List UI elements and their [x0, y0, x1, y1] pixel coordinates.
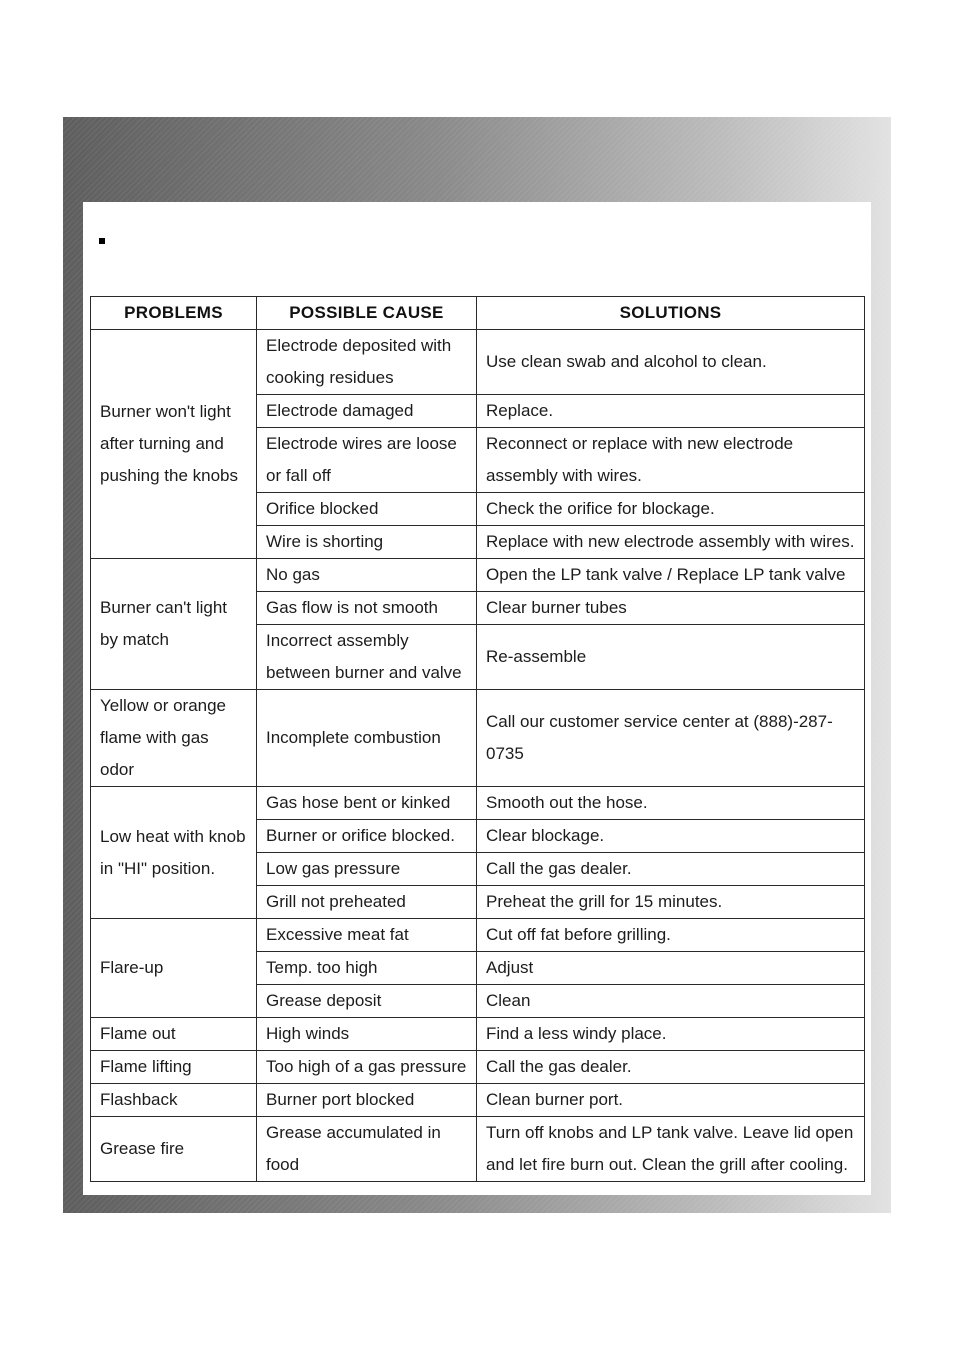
- table-row: [91, 919, 865, 952]
- cause-cell: Electrode wires are loose or fall off: [257, 428, 477, 493]
- solution-cell: Adjust: [477, 952, 865, 985]
- cause-cell: Incomplete combustion: [257, 690, 477, 787]
- cause-cell: High winds: [257, 1018, 477, 1051]
- solution-cell: Clear blockage.: [477, 820, 865, 853]
- table-row: [91, 1084, 865, 1117]
- solution-cell: Use clean swab and alcohol to clean.: [477, 330, 865, 395]
- problem-cell: Low heat with knob in "HI" position.: [91, 787, 257, 919]
- cause-cell: Electrode damaged: [257, 395, 477, 428]
- table-row: [91, 330, 865, 395]
- cause-cell: No gas: [257, 559, 477, 592]
- cause-cell: Low gas pressure: [257, 853, 477, 886]
- cause-cell: Wire is shorting: [257, 526, 477, 559]
- solution-cell: Turn off knobs and LP tank valve. Leave lid open and let fire burn out. Clean the grill after cooling.: [477, 1117, 865, 1182]
- cause-cell: Grease deposit: [257, 985, 477, 1018]
- problem-cell: Flame out: [91, 1018, 257, 1051]
- table-header-row: [91, 297, 865, 330]
- solution-cell: Clean burner port.: [477, 1084, 865, 1117]
- cause-cell: Grill not preheated: [257, 886, 477, 919]
- cause-cell: Excessive meat fat: [257, 919, 477, 952]
- solution-cell: Check the orifice for blockage.: [477, 493, 865, 526]
- problem-cell: Flashback: [91, 1084, 257, 1117]
- problem-cell: Flare-up: [91, 919, 257, 1018]
- solution-cell: Call the gas dealer.: [477, 853, 865, 886]
- solution-cell: Replace.: [477, 395, 865, 428]
- table-row: [91, 690, 865, 787]
- problem-cell: Flame lifting: [91, 1051, 257, 1084]
- problem-cell: Grease fire: [91, 1117, 257, 1182]
- solution-cell: Clear burner tubes: [477, 592, 865, 625]
- table-row: [91, 1117, 865, 1182]
- cause-cell: Grease accumulated in food: [257, 1117, 477, 1182]
- header-problems: PROBLEMS: [91, 297, 257, 330]
- table-row: [91, 559, 865, 592]
- solution-cell: Call the gas dealer.: [477, 1051, 865, 1084]
- solution-cell: Clean: [477, 985, 865, 1018]
- cause-cell: Gas flow is not smooth: [257, 592, 477, 625]
- solution-cell: Open the LP tank valve / Replace LP tank valve: [477, 559, 865, 592]
- cause-cell: Too high of a gas pressure: [257, 1051, 477, 1084]
- solution-cell: Preheat the grill for 15 minutes.: [477, 886, 865, 919]
- header-possible-cause: POSSIBLE CAUSE: [257, 297, 477, 330]
- cause-cell: Incorrect assembly between burner and valve: [257, 625, 477, 690]
- solution-cell: Replace with new electrode assembly with wires.: [477, 526, 865, 559]
- solution-cell: Smooth out the hose.: [477, 787, 865, 820]
- solution-cell: Call our customer service center at (888)-287-0735: [477, 690, 865, 787]
- header-solutions: SOLUTIONS: [477, 297, 865, 330]
- bullet-marker: [99, 238, 105, 244]
- problem-cell: Burner won't light after turning and pushing the knobs: [91, 330, 257, 559]
- table-row: [91, 787, 865, 820]
- table-row: [91, 1018, 865, 1051]
- gray-gradient-frame: [63, 117, 891, 1213]
- cause-cell: Burner or orifice blocked.: [257, 820, 477, 853]
- solution-cell: Re-assemble: [477, 625, 865, 690]
- cause-cell: Burner port blocked: [257, 1084, 477, 1117]
- content-panel: [83, 202, 871, 1195]
- solution-cell: Cut off fat before grilling.: [477, 919, 865, 952]
- solution-cell: Find a less windy place.: [477, 1018, 865, 1051]
- cause-cell: Orifice blocked: [257, 493, 477, 526]
- cause-cell: Electrode deposited with cooking residues: [257, 330, 477, 395]
- problem-cell: Burner can't light by match: [91, 559, 257, 690]
- table-body: [91, 330, 865, 1182]
- cause-cell: Temp. too high: [257, 952, 477, 985]
- table-row: [91, 1051, 865, 1084]
- solution-cell: Reconnect or replace with new electrode assembly with wires.: [477, 428, 865, 493]
- problem-cell: Yellow or orange flame with gas odor: [91, 690, 257, 787]
- troubleshooting-table: [90, 296, 865, 1182]
- cause-cell: Gas hose bent or kinked: [257, 787, 477, 820]
